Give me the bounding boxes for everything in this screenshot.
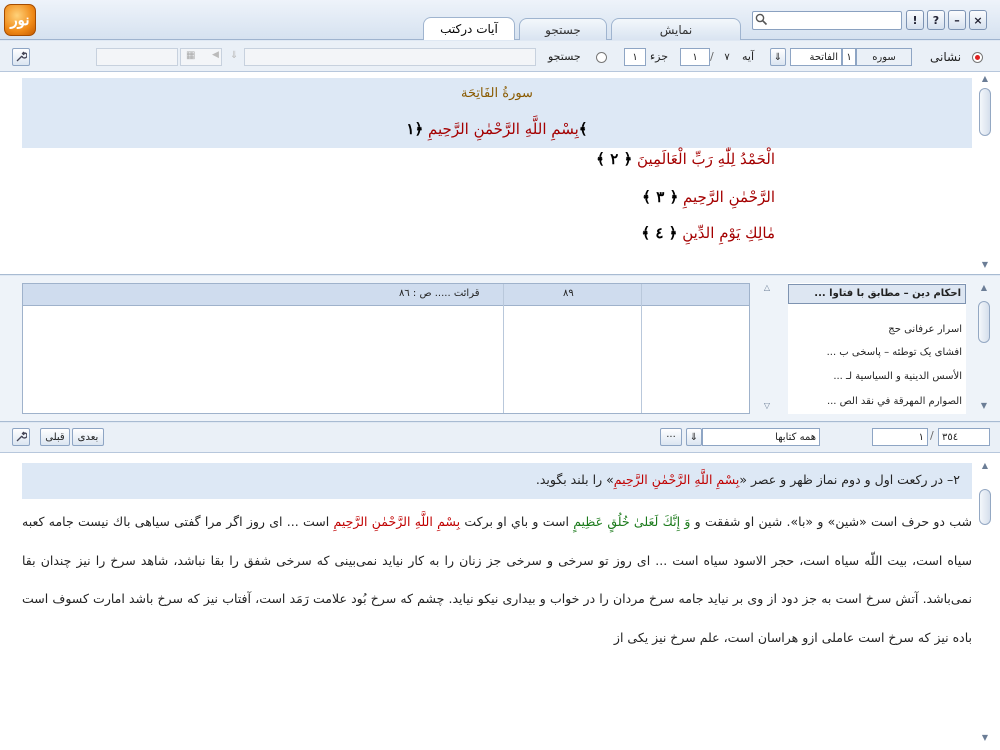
basmala-text: بِسْمِ اللَّهِ الرَّحْمٰنِ الرَّحِيمِ xyxy=(428,120,579,138)
arrow-down-icon: ⇓ xyxy=(773,51,783,63)
verse-number: ﴿ ۲ ﴾ xyxy=(596,150,633,168)
scroll-up-icon[interactable]: ▲ xyxy=(981,74,989,83)
passage-heading xyxy=(22,463,972,499)
more-button[interactable]: ··· xyxy=(660,428,682,446)
passage-text: شب دو حرف است «شين» و «با». شين او شفقت و xyxy=(690,514,973,529)
text-scrollbar[interactable] xyxy=(978,461,992,746)
column-divider xyxy=(641,284,642,413)
navigation-toolbar xyxy=(0,41,1000,72)
verse-number: ﴿ ٤ ﴾ xyxy=(641,224,678,242)
quran-scrollbar[interactable] xyxy=(978,74,992,272)
juz-input[interactable]: ۱ xyxy=(624,48,646,66)
aya-separator: / xyxy=(710,50,714,63)
heading-basmala: بِسْمِ اللَّهِ الرَّحْمٰنِ الرَّحِيمِ xyxy=(613,472,740,487)
dropdown-arrow-button[interactable] xyxy=(686,428,702,446)
heading-suffix: » را بلند بگوید. xyxy=(535,472,614,487)
scroll-up-icon[interactable]: ▲ xyxy=(980,283,988,292)
arrow-left-icon: ◀ xyxy=(212,50,219,60)
previous-button[interactable]: قبلی xyxy=(40,428,70,446)
search-icon xyxy=(755,13,769,27)
list-item[interactable]: الأسس الدينية و السياسية لـ ... xyxy=(833,371,962,382)
page-total: ٣٥٤ xyxy=(938,428,990,446)
sura-number-input[interactable]: ۱ xyxy=(842,48,856,66)
book-list-scrollbar[interactable] xyxy=(977,283,991,414)
tab-search[interactable]: جستجو xyxy=(519,18,607,40)
arrow-down-icon: ⇓ xyxy=(689,431,699,443)
wrench-icon xyxy=(15,51,27,63)
list-item[interactable]: اسرار عرفانی حج xyxy=(888,324,962,335)
verse-number: ﴿ ۳ ﴾ xyxy=(642,188,679,206)
app-logo[interactable]: نور xyxy=(4,4,36,36)
passage-text: است و باي او بركت xyxy=(460,514,574,529)
passage-text: است ... اى روز اگر مرا گفتى سياهى باك نيست جامه كعبه سياه است، بيت اللّه سياه است، حجر الاسود سياه است ... اى روز تو سرخى و سرخى جز زنان را به كار نيايد نمى‌بينى كه سرخى شفق را بقا نباشد، شاهد سرخ را نيز چندان بقا نمى‌باشد. آتش سرخ است به جز دود از وى بر نيايد جامه سرخ مردان را در خواب و بيدارى نيكو نيايد. چشم كه سرخ بُود علامت رَمَد است، آفتاب نيز كه سرخ باشد امارت كسوف است باده نيز كه سرخ است عاملى ازو هراسان است، علم سرخ نيز يكى از xyxy=(22,514,972,645)
verse-text: مٰالِكِ يَوْمِ الدِّينِ xyxy=(682,224,775,242)
page-input[interactable]: ١ xyxy=(872,428,928,446)
scroll-down-icon[interactable]: ▼ xyxy=(980,401,988,410)
verse-text: الْحَمْدُ لِلّٰهِ رَبِّ الْعَالَمِينَ xyxy=(637,150,775,168)
scroll-thumb[interactable] xyxy=(978,301,990,343)
basmala-number: ﴿۱﴾ xyxy=(406,120,588,138)
tab-display[interactable]: نمایش xyxy=(611,18,741,40)
references-scrollbar[interactable] xyxy=(760,283,774,414)
grid-icon: ▦ xyxy=(186,50,196,61)
scroll-down-icon[interactable]: ▽ xyxy=(763,401,771,410)
verse-2[interactable] xyxy=(596,150,775,168)
verse-3[interactable] xyxy=(642,188,775,206)
scroll-thumb[interactable] xyxy=(979,489,991,525)
list-item[interactable]: الصوارم المهرقة في نقد الص ... xyxy=(826,396,962,407)
bookmark-radio[interactable] xyxy=(972,52,983,63)
search-radio-label: جستجو xyxy=(548,50,581,63)
disabled-search-field xyxy=(244,48,536,66)
scroll-thumb[interactable] xyxy=(979,88,991,136)
wrench-icon xyxy=(15,431,27,443)
sura-title: سورةُ الفَاتِحَة xyxy=(461,86,533,101)
reference-number: ٨٩ xyxy=(563,288,574,299)
aya-down-button[interactable] xyxy=(770,48,786,66)
book-toolbar xyxy=(0,423,1000,453)
verse-4[interactable] xyxy=(641,224,775,242)
juz-label: جزء xyxy=(650,50,669,63)
next-button[interactable]: بعدی xyxy=(72,428,104,446)
book-filter-select[interactable]: همه کتابها xyxy=(702,428,820,446)
column-divider xyxy=(503,284,504,413)
global-search-input[interactable] xyxy=(752,11,902,30)
scroll-down-icon[interactable]: ▼ xyxy=(981,260,989,269)
aya-total: ۷ xyxy=(724,51,730,63)
search-radio[interactable] xyxy=(596,52,607,63)
quran-quote[interactable]: بِسْمِ اللَّهِ الرَّحْمٰنِ الرَّحِيمِ xyxy=(333,514,461,529)
list-item[interactable]: افشای یک توطئه – پاسخی ب ... xyxy=(826,347,962,358)
basmala-verse[interactable] xyxy=(22,120,972,138)
references-pane xyxy=(0,276,1000,422)
aya-from-input[interactable]: ۱ xyxy=(680,48,710,66)
aya-label: آیه xyxy=(742,50,755,63)
title-bar xyxy=(0,0,1000,40)
quran-text-pane xyxy=(0,72,1000,275)
settings-tool-button[interactable] xyxy=(12,48,30,66)
sura-name-input[interactable]: الفاتحة xyxy=(790,48,842,66)
verse-text: الرَّحْمٰنِ الرَّحِيمِ xyxy=(683,188,775,206)
sura-header xyxy=(22,78,972,148)
heading-prefix: ۲– در رکعت اول و دوم نماز ظهر و عصر « xyxy=(739,472,960,487)
about-button[interactable]: ? xyxy=(927,10,945,30)
scroll-up-icon[interactable]: △ xyxy=(763,283,771,292)
help-button[interactable]: ! xyxy=(906,10,924,30)
settings-tool-button[interactable] xyxy=(12,428,30,446)
book-list xyxy=(788,283,966,414)
book-text-pane xyxy=(0,453,1000,750)
references-table xyxy=(22,283,750,414)
sura-label: سوره xyxy=(856,48,912,66)
close-button[interactable]: × xyxy=(969,10,987,30)
scroll-up-icon[interactable]: ▲ xyxy=(981,461,989,470)
list-item[interactable]: احکام دین – مطابق با فتاوا ... xyxy=(788,284,966,304)
quran-quote[interactable]: وَ إِنَّكَ لَعَلىٰ خُلُقٍ عَظِيمٍ xyxy=(573,514,691,529)
page-separator: / xyxy=(930,429,934,442)
arrow-down-icon: ⇓ xyxy=(230,50,239,61)
bookmark-radio-label: نشانی xyxy=(930,50,962,64)
scroll-down-icon[interactable]: ▼ xyxy=(981,733,989,742)
minimize-button[interactable]: – xyxy=(948,10,966,30)
tab-verses-in-books[interactable]: آیات درکتب xyxy=(423,17,515,40)
passage-body xyxy=(22,503,972,657)
passage-heading-line xyxy=(536,472,960,487)
disabled-field-a xyxy=(96,48,178,66)
reference-title: قرائت ..... ص : ٨٦ xyxy=(399,288,480,299)
